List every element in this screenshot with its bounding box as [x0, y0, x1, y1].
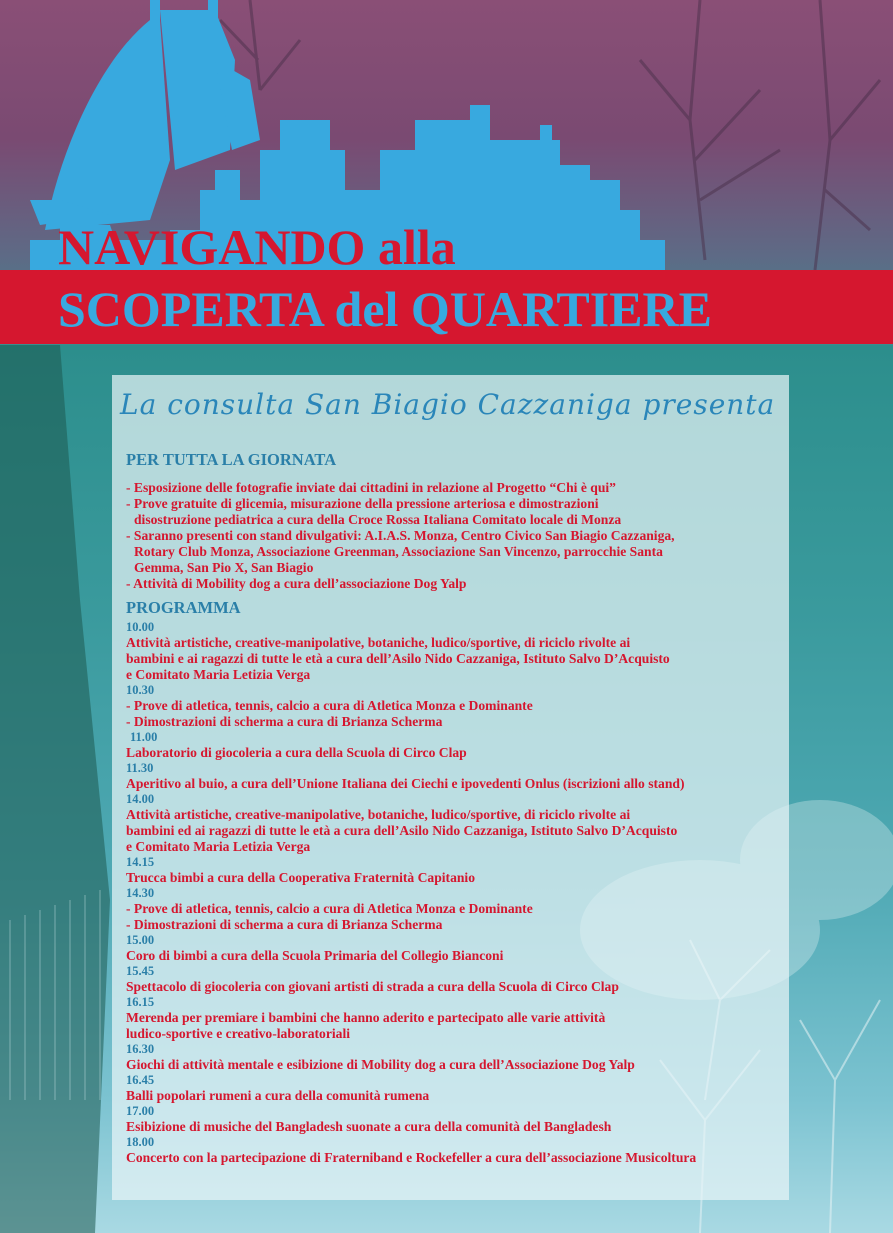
event-description: Esibizione di musiche del Bangladesh suonate a cura della comunità del Bangladesh — [126, 1119, 612, 1134]
event-time: 18.00 — [126, 1135, 155, 1149]
page-title-line2: SCOPERTA del QUARTIERE — [58, 281, 713, 337]
event-description: Merenda per premiare i bambini che hanno aderito e partecipato alle varie attività — [126, 1010, 606, 1025]
event-description: - Dimostrazioni di scherma a cura di Brianza Scherma — [126, 917, 443, 932]
program-event — [126, 730, 786, 761]
event-description: Attività artistiche, creative-manipolative, botaniche, ludico/sportive, di riciclo rivolte ai — [126, 807, 631, 822]
event-description: Giochi di attività mentale e esibizione di Mobility dog a cura dell’Associazione Dog Yalp — [126, 1057, 635, 1072]
program-event — [126, 995, 786, 1042]
event-description: Balli popolari rumeni a cura della comunità rumena — [126, 1088, 430, 1103]
event-time: 16.45 — [126, 1073, 155, 1087]
event-description: bambini e ai ragazzi di tutte le età a cura dell’Asilo Nido Cazzaniga, Istituto Salvo D’Acquisto — [126, 651, 670, 666]
all-day-line: - Attività di Mobility dog a cura dell’associazione Dog Yalp — [126, 576, 467, 591]
program-event — [126, 761, 786, 792]
all-day-list — [126, 480, 786, 592]
program-event — [126, 620, 786, 683]
event-time: 14.30 — [126, 886, 155, 900]
program-event — [126, 964, 786, 995]
event-description: Aperitivo al buio, a cura dell’Unione Italiana dei Ciechi e ipovedenti Onlus (iscrizioni allo stand) — [126, 776, 685, 791]
all-day-line: - Esposizione delle fotografie inviate dai cittadini in relazione al Progetto “Chi è qui” — [126, 480, 616, 495]
event-time: 16.30 — [126, 1042, 155, 1056]
page-title-line1: NAVIGANDO alla — [58, 219, 456, 275]
all-day-line: - Prove gratuite di glicemia, misurazione della pressione arteriosa e dimostrazioni — [126, 496, 599, 511]
event-description: Trucca bimbi a cura della Cooperativa Fraternità Capitanio — [126, 870, 475, 885]
program-event — [126, 1042, 786, 1073]
event-time: 14.15 — [126, 855, 155, 869]
event-time: 10.00 — [126, 620, 155, 634]
program-event — [126, 1104, 786, 1135]
all-day-line: disostruzione pediatrica a cura della Croce Rossa Italiana Comitato locale di Monza — [134, 512, 622, 527]
event-description: - Dimostrazioni di scherma a cura di Brianza Scherma — [126, 714, 443, 729]
event-time: 14.00 — [126, 792, 155, 806]
event-time: 17.00 — [126, 1104, 155, 1118]
program-event — [126, 855, 786, 886]
event-description: - Prove di atletica, tennis, calcio a cura di Atletica Monza e Dominante — [126, 698, 533, 713]
event-description: - Prove di atletica, tennis, calcio a cura di Atletica Monza e Dominante — [126, 901, 533, 916]
event-description: Coro di bimbi a cura della Scuola Primaria del Collegio Bianconi — [126, 948, 504, 963]
program-heading: PROGRAMMA — [126, 598, 241, 617]
event-description: e Comitato Maria Letizia Verga — [126, 667, 311, 682]
event-time: 16.15 — [126, 995, 155, 1009]
all-day-line: - Saranno presenti con stand divulgativi: A.I.A.S. Monza, Centro Civico San Biagio Cazzaniga, — [126, 528, 675, 543]
event-time: 15.00 — [126, 933, 155, 947]
program-event — [126, 1135, 786, 1166]
event-description: Spettacolo di giocoleria con giovani artisti di strada a cura della Scuola di Circo Clap — [126, 979, 619, 994]
program-content — [126, 450, 786, 1166]
program-event — [126, 683, 786, 730]
event-time: 10.30 — [126, 683, 155, 697]
program-event — [126, 792, 786, 855]
subtitle: La consulta San Biagio Cazzaniga presenta — [120, 388, 776, 421]
event-time: 15.45 — [126, 964, 155, 978]
event-description: Concerto con la partecipazione di Fraterniband e Rockefeller a cura dell’associazione Musicoltura — [126, 1150, 697, 1165]
all-day-line: Gemma, San Pio X, San Biagio — [134, 560, 314, 575]
event-description: e Comitato Maria Letizia Verga — [126, 839, 311, 854]
program-event — [126, 886, 786, 933]
event-description: bambini ed ai ragazzi di tutte le età a cura dell’Asilo Nido Cazzaniga, Istituto Salvo D’Acquisto — [126, 823, 678, 838]
event-time: 11.00 — [130, 730, 158, 744]
program-event — [126, 1073, 786, 1104]
all-day-line: Rotary Club Monza, Associazione Greenman, Associazione San Vincenzo, parrocchie Santa — [134, 544, 663, 559]
event-time: 11.30 — [126, 761, 154, 775]
event-description: Attività artistiche, creative-manipolative, botaniche, ludico/sportive, di riciclo rivolte ai — [126, 635, 631, 650]
event-description: ludico-sportive e creativo-laboratoriali — [126, 1026, 350, 1041]
all-day-heading: PER TUTTA LA GIORNATA — [126, 450, 337, 469]
event-description: Laboratorio di giocoleria a cura della Scuola di Circo Clap — [126, 745, 467, 760]
program-events — [126, 620, 786, 1166]
program-event — [126, 933, 786, 964]
